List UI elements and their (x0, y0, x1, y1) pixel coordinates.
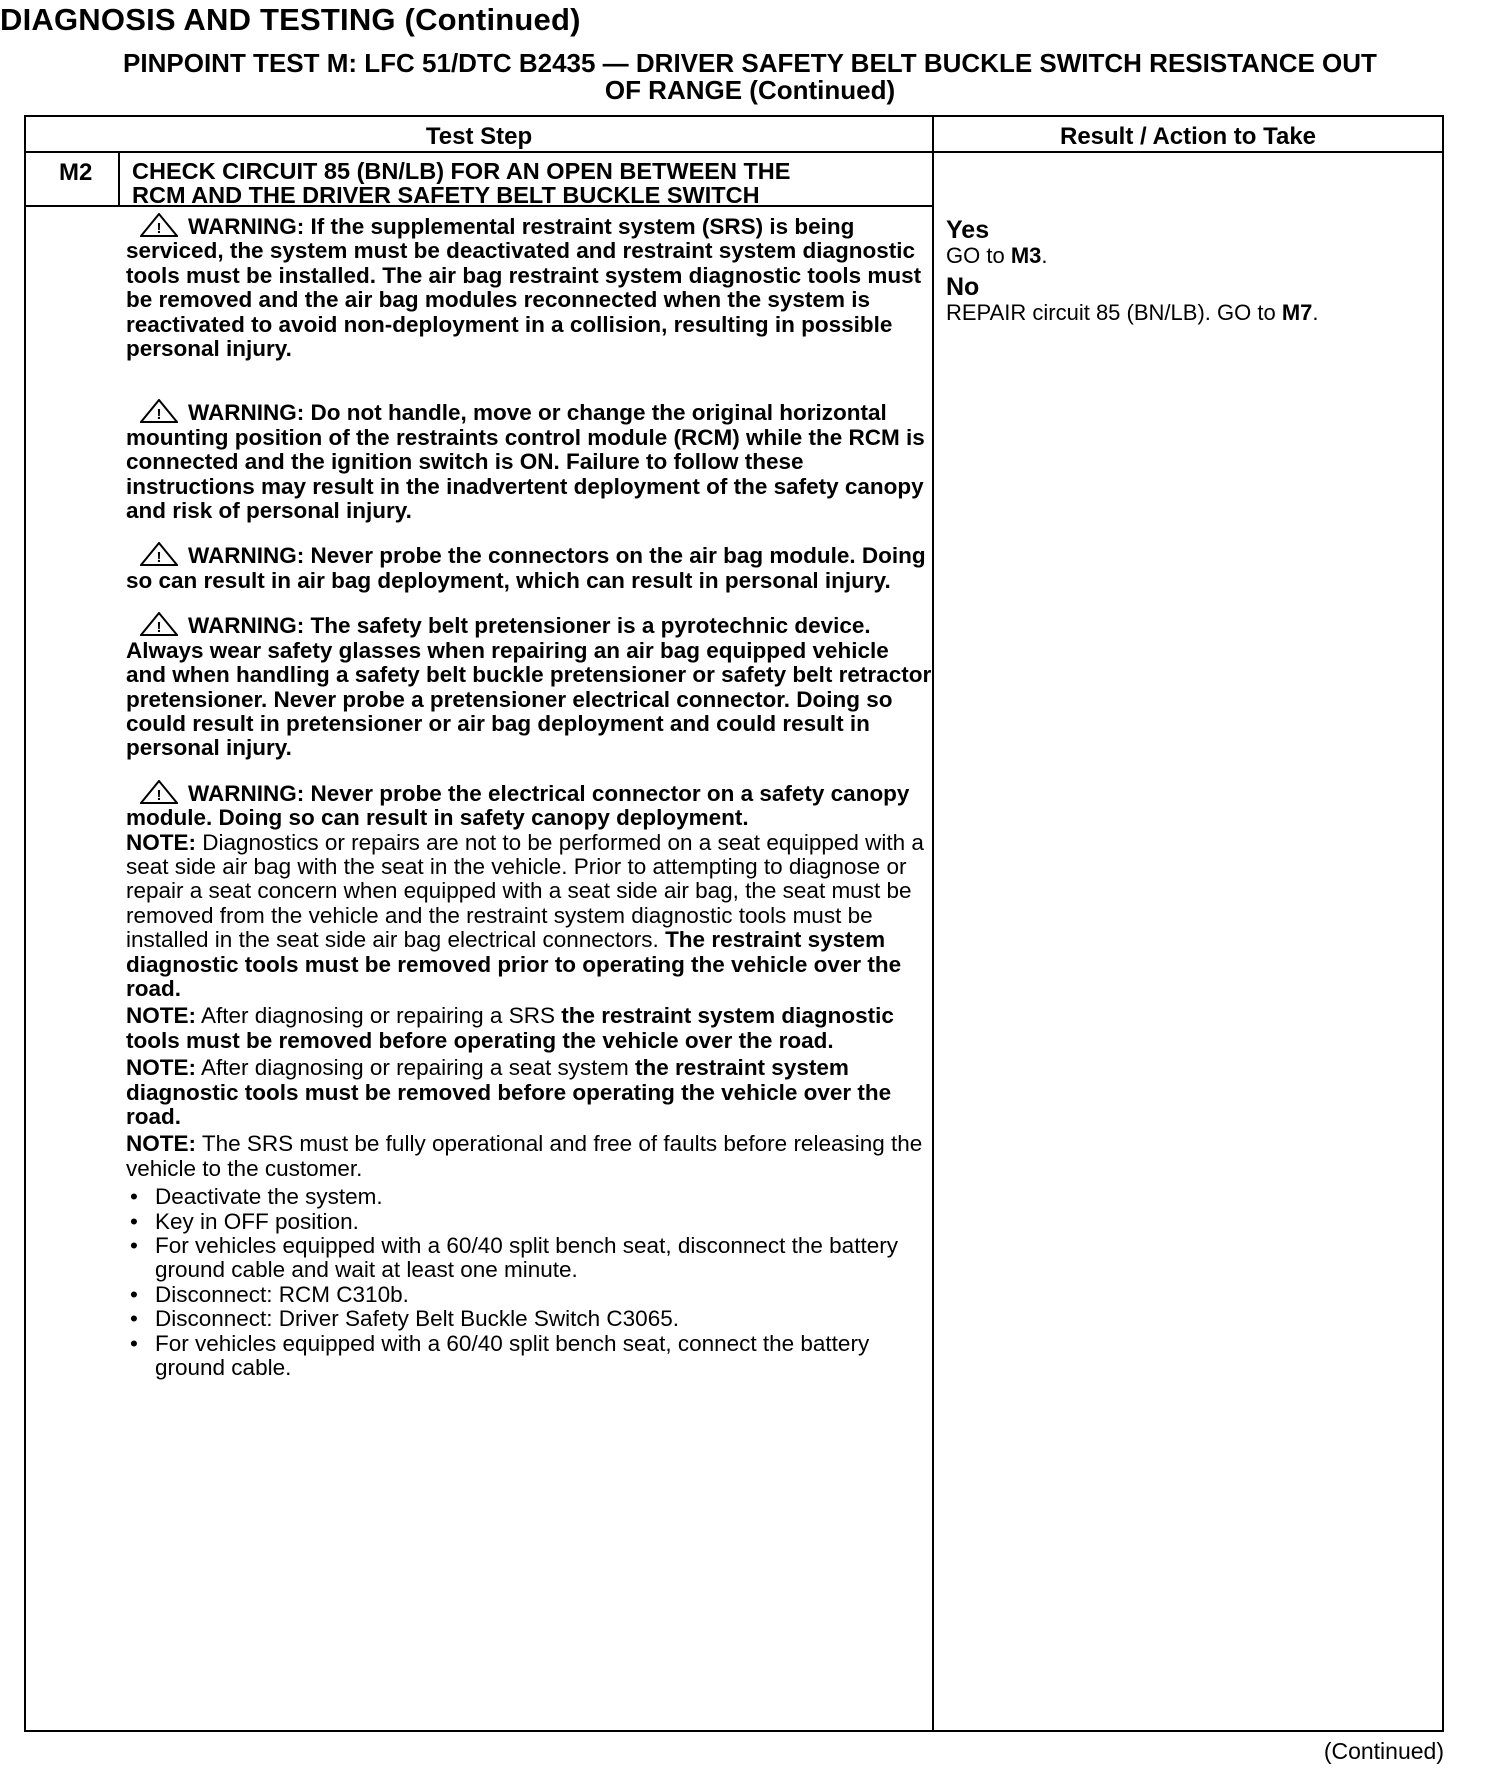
warning-text: WARNING: The safety belt pretensioner is a pyrotechnic device. Always wear safety glasses when repairing an air bag equipped vehicle and when handling a safety belt buckle pretensioner or safety belt retractor pretensioner. Never probe a pretensioner electrical connector. Doing so could result in pretensioner or air bag deployment and could result in personal injury. (126, 613, 932, 761)
warning-triangle-icon (140, 612, 178, 636)
no-label: No (946, 273, 980, 301)
no-action: REPAIR circuit 85 (BN/LB). GO to M7. (946, 300, 1319, 325)
step-heading (132, 159, 932, 207)
note-text: After diagnosing or repairing a SRS (201, 1003, 555, 1029)
step-heading-line-1: CHECK CIRCUIT 85 (BN/LB) FOR AN OPEN BETWEEN THE (132, 158, 791, 184)
result-column (946, 217, 1426, 325)
svg-text:!: ! (156, 619, 162, 637)
step-body (126, 213, 932, 1380)
test-step-header: Test Step (425, 123, 533, 150)
warning-text: WARNING: If the supplemental restraint system (SRS) is being serviced, the system must be deactivated and restraint system diagnostic tools must be installed. The air bag restraint system diagnostic tools must be removed and the air bag modules reconnected when the system is reactivated to avoid non-deployment in a collision, resulting in possible personal injury. (126, 214, 922, 362)
note-1 (126, 831, 932, 1002)
subtitle-line-2: OF RANGE (Continued) (604, 75, 896, 105)
warning-3 (126, 542, 932, 593)
yes-label: Yes (946, 216, 990, 244)
note-2 (126, 1004, 932, 1053)
list-item: • Disconnect: Driver Safety Belt Buckle Switch C3065. (130, 1306, 679, 1332)
page-title: DIAGNOSIS AND TESTING (Continued) (0, 2, 581, 37)
note-bold-text: The restraint system diagnostic tools must be removed prior to operating the vehicle over the road. (126, 927, 902, 1001)
list-item: • For vehicles equipped with a 60/40 split bench seat, disconnect the battery ground cable and wait at least one minute. (130, 1233, 898, 1283)
warning-4 (126, 612, 932, 760)
note-text: The SRS must be fully operational and free of faults before releasing the vehicle to the customer. (126, 1131, 923, 1181)
svg-text:!: ! (156, 220, 162, 237)
no-step-ref[interactable]: M7 (1281, 300, 1313, 325)
warning-5 (126, 780, 932, 831)
warning-1 (126, 213, 932, 361)
warning-triangle-icon (140, 399, 178, 423)
svg-text:!: ! (156, 406, 162, 424)
svg-text:!: ! (156, 549, 162, 567)
note-label: NOTE: (126, 829, 196, 855)
step-id: M2 (59, 159, 93, 186)
warning-text: WARNING: Never probe the connectors on the air bag module. Doing so can result in air bag deployment, which can result in personal injury. (126, 543, 926, 593)
list-item: • Deactivate the system. (130, 1184, 383, 1210)
subtitle-line-1: PINPOINT TEST M: LFC 51/DTC B2435 — DRIVER SAFETY BELT BUCKLE SWITCH RESISTANCE OUT (123, 48, 1377, 78)
note-label: NOTE: (126, 1131, 196, 1157)
note-text: Diagnostics or repairs are not to be performed on a seat equipped with a seat side air bag with the seat in the vehicle. Prior to attempting to diagnose or repair a seat concern when equipped with a seat side air bag, the seat must be removed from the vehicle and the restraint system diagnostic tools must be installed in the seat side air bag electrical connectors. (126, 829, 924, 953)
test-table (24, 115, 1444, 1732)
note-label: NOTE: (126, 1003, 196, 1029)
note-label: NOTE: (126, 1055, 196, 1081)
step-heading-line-2: RCM AND THE DRIVER SAFETY BELT BUCKLE SWITCH (132, 182, 760, 208)
svg-text:!: ! (156, 786, 162, 804)
note-bold-text: the restraint system diagnostic tools must be removed before operating the vehicle over the road. (126, 1055, 892, 1129)
warning-2 (126, 399, 932, 523)
yes-step-ref[interactable]: M3 (1010, 243, 1042, 268)
continued-label: (Continued) (1323, 1738, 1444, 1764)
procedure-list (126, 1185, 932, 1380)
step-id-divider (118, 151, 120, 205)
warning-triangle-icon (140, 542, 178, 566)
warning-text: WARNING: Do not handle, move or change the original horizontal mounting position of the restraints control module (RCM) while the RCM is connected and the ignition switch is ON. Failure to follow these instructions may result in the inadvertent deployment of the safety canopy and risk of personal injury. (126, 400, 925, 524)
column-divider (932, 117, 934, 1730)
warning-triangle-icon (140, 780, 178, 804)
note-bold-text: the restraint system diagnostic tools must be removed before operating the vehicle over the road. (126, 1003, 894, 1053)
list-item: • Disconnect: RCM C310b. (130, 1281, 409, 1307)
note-3 (126, 1056, 932, 1129)
note-4 (126, 1132, 932, 1181)
header-divider (26, 151, 1442, 153)
list-item: • Key in OFF position. (130, 1208, 359, 1234)
pinpoint-test-title (30, 50, 1470, 104)
warning-triangle-icon (140, 213, 178, 237)
list-item: • For vehicles equipped with a 60/40 split bench seat, connect the battery ground cable. (130, 1330, 870, 1381)
result-header: Result / Action to Take (1059, 123, 1317, 150)
warning-text: WARNING: Never probe the electrical connector on a safety canopy module. Doing so can result in safety canopy deployment. (126, 780, 910, 831)
note-text: After diagnosing or repairing a seat system (201, 1055, 629, 1081)
yes-action: GO to M3. (946, 243, 1048, 268)
